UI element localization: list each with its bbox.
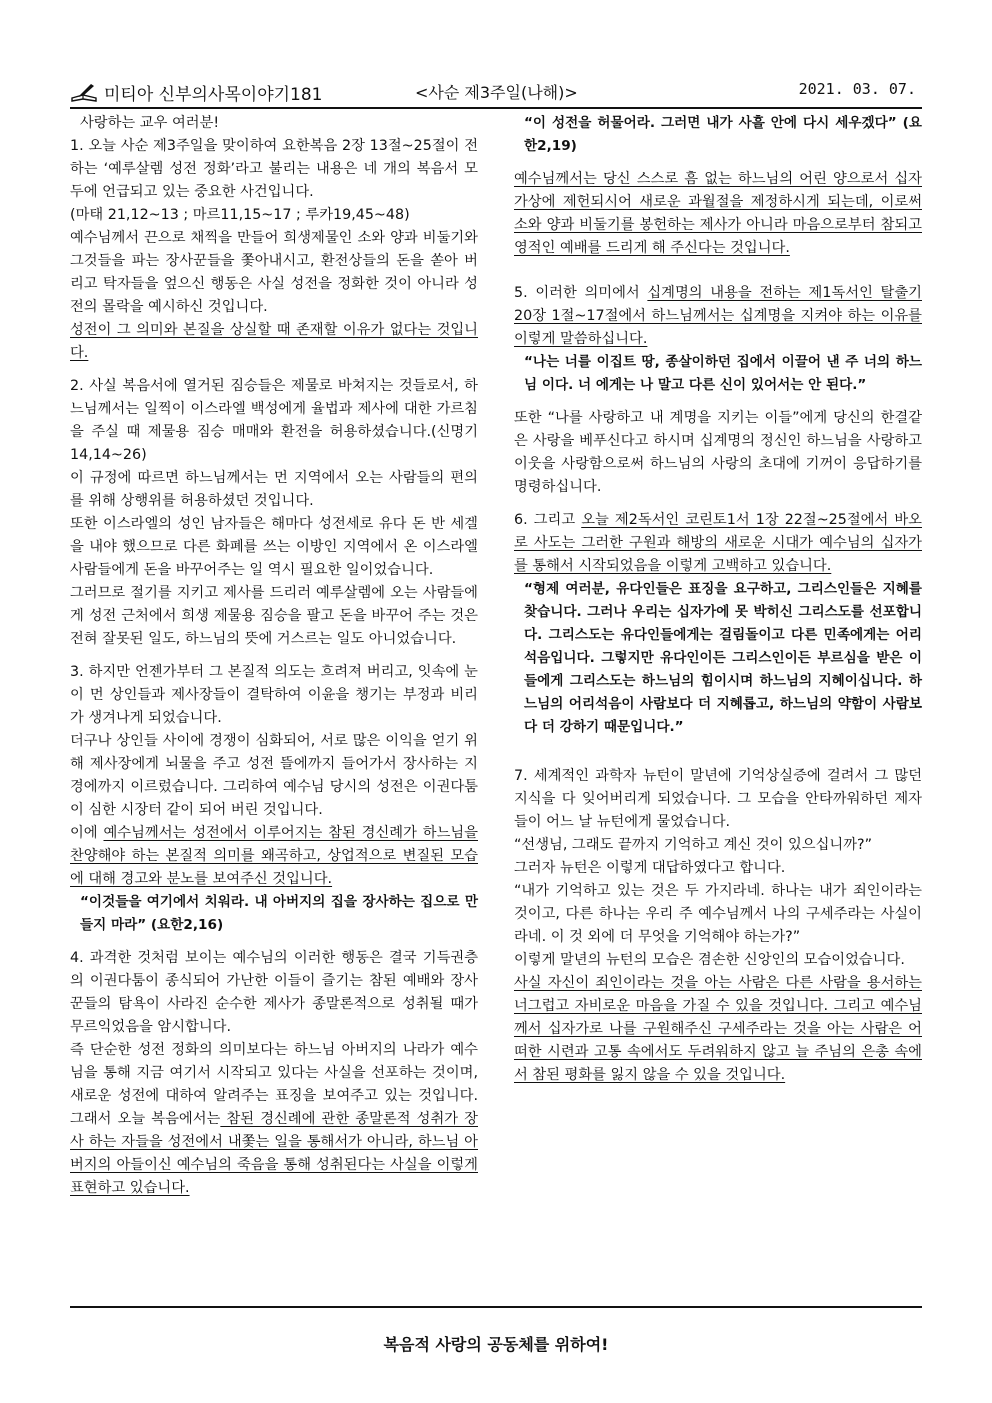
header-date: 2021. 03. 07. [798, 80, 916, 98]
paragraph-3c-lead: 이에 [70, 825, 104, 841]
paragraph-1c: 성전이 그 의미와 본질을 상실할 때 존재할 이유가 없다는 것입니다. [70, 322, 478, 361]
paragraph-2b: 이 규정에 따르면 하느님께서는 먼 지역에서 오는 사람들의 편의를 위해 상행위를 허용하셨던 것입니다. [70, 470, 478, 509]
quote-exodus-20: “나는 너를 이집트 땅, 종살이하던 집에서 이끌어 낸 주 너의 하느님 이다. 너 에게는 나 말고 다른 신이 있어서는 안 된다.” [524, 354, 922, 393]
paragraph-3b: 더구나 상인들 사이에 경쟁이 심화되어, 서로 많은 이익을 얻기 위해 제사장에게 뇌물을 주고 성전 뜰에까지 들어가서 장사하는 지경에까지 이르렀습니다. 그리하여 예수님 당시의 성전은 이권다툼이 심한 시장터 같이 되어 버린 것입니다. [70, 733, 478, 818]
paragraph-2c: 또한 이스라엘의 성인 남자들은 해마다 성전세로 유다 돈 반 세겔 을 내야 했으므로 다른 화폐를 쓰는 이방인 지역에서 온 이스라엘 사람들에게 돈을 바꾸어주는 일 역시 필요한 일이었습니다. [70, 516, 478, 578]
paragraph-7c: 이렇게 말년의 뉴턴의 모습은 겸손한 신앙인의 모습이었습니다. [514, 952, 905, 968]
paragraph-4: 4. 과격한 것처럼 보이는 예수님의 이러한 행동은 결국 기득권층의 이권다툼이 종식되어 가난한 이들이 즐기는 참된 예배와 장사꾼들의 탐욕이 사라진 순수한 제사가 종말론적으로 성취될 때가 무르익었음을 암시합니다. [70, 950, 478, 1035]
paragraph-2: 2. 사실 복음서에 열거된 짐승들은 제물로 바쳐지는 것들로서, 하느님께서는 일찍이 이스라엘 백성에게 율법과 제사에 대한 가르침을 주실 때 제물용 짐승 매매와 환전을 허용하셨습니다.(신명기14,14~26) [70, 378, 478, 463]
paragraph-6-underlined: 오늘 제2독서인 코린토1서 1장 22절~25절에서 바오로 사도는 그러한 구원과 해방의 새로운 시대가 예수님의 십자가를 통해서 시작되었음을 이렇게 고백하고 있습니다. [514, 512, 922, 574]
right-column [514, 112, 922, 1087]
scripture-reference: (마태 21,12~13 ; 마르11,15~17 ; 루카19,45~48) [70, 207, 410, 223]
footer-divider [70, 1306, 922, 1308]
paragraph-2d: 그러므로 절기를 지키고 제사를 드리러 예루살렘에 오는 사람들에 게 성전 근처에서 희생 제물용 짐승을 팔고 돈을 바꾸어 주는 것은 전혀 잘못된 일도, 하느님의 뜻에 거스르는 일도 아니었습니다. [70, 585, 478, 647]
quote-john-2-16: “이것들을 여기에서 치워라. 내 아버지의 집을 장사하는 집으로 만들지 마라” (요한2,16) [80, 894, 478, 933]
left-column [70, 112, 478, 1200]
paragraph-3c-underlined: 예수님께서는 성전에서 이루어지는 참된 경신례가 하느님을 찬양해야 하는 본질적 의미를 왜곡하고, 상업적으로 변질된 모습에 대해 경고와 분노를 보여주신 것입니다. [70, 825, 478, 887]
header-left [70, 80, 323, 105]
newton-answer: “내가 기억하고 있는 것은 두 가지라네. 하나는 내가 죄인이라는 것이고, 다른 하나는 우리 주 예수님께서 나의 구세주라는 사실이라네. 이 것 외에 더 무엇을 기억해야 하는가?” [514, 883, 922, 945]
paragraph-1: 1. 오늘 사순 제3주일을 맞이하여 요한복음 2장 13절~25절이 전하는 ‘예루살렘 성전 정화’라고 불리는 내용은 네 개의 복음서 모두에 언급되고 있는 중요한 사건입니다. [70, 138, 478, 200]
greeting: 사랑하는 교우 여러분! [80, 115, 220, 131]
paragraph-4b-underlined: 참된 경신례에 관한 종말론적 성취가 장사 하는 자들을 성전에서 내쫓는 일을 통해서가 아니라, 하느님 아버지의 아들이신 예수님의 죽음을 통해 성취된다는 사실을 이렇게 표현하고 있습니다. [70, 1111, 478, 1196]
paragraph-7d: 사실 자신이 죄인이라는 것을 아는 사람은 다른 사람을 용서하는 너그럽고 자비로운 마음을 가질 수 있을 것입니다. 그리고 예수님께서 십자가로 나를 구원해주신 구세주라는 것을 아는 사람은 어떠한 시련과 고통 속에서도 두려워하지 않고 늘 주님의 은총 속에서 참된 평화를 잃지 않을 수 있을 것입니다. [514, 975, 922, 1083]
header-series-title: 미티아 신부의사목이야기181 [104, 85, 323, 105]
page-header [70, 76, 922, 106]
paragraph-6 [514, 509, 922, 578]
paragraph-3c [70, 822, 478, 891]
paragraph-4b-lead: 즉 단순한 성전 정화의 의미보다는 하느님 아버지의 나라가 예수님을 통해 지금 여기서 시작되고 있다는 사실을 선포하는 것이며, 새로운 성전에 대하여 알려주는 표징을 보여주고 있는 것입니다. 그래서 오늘 복음에서는 [70, 1042, 478, 1127]
newton-question: “선생님, 그래도 끝까지 기억하고 계신 것이 있으십니까?” [514, 837, 873, 853]
paragraph-4b [70, 1039, 478, 1200]
header-liturgical-day: <사순 제3주일(나해)> [415, 83, 578, 102]
header-divider [70, 107, 922, 109]
paragraph-r1: 예수님께서는 당신 스스로 흠 없는 하느님의 어린 양으로서 십자가상에 제헌되시어 새로운 과월절을 제정하시게 되는데, 이로써 소와 양과 비둘기를 봉헌하는 제사가 아니라 마음으로부터 참되고 영적인 예배를 드리게 해 주신다는 것입니다. [514, 171, 922, 256]
paragraph-3: 3. 하지만 언젠가부터 그 본질적 의도는 흐려져 버리고, 잇속에 눈이 먼 상인들과 제사장들이 결탁하여 이윤을 챙기는 부정과 비리가 생겨나게 되었습니다. [70, 664, 478, 726]
footer-motto: 복음적 사랑의 공동체를 위하여! [383, 1335, 609, 1354]
paragraph-5-underlined: 십계명의 내용을 전하는 제1독서인 탈출기 20장 1절~17절에서 하느님께서는 십계명을 지켜야 하는 이유를 이렇게 말씀하십니다. [514, 285, 922, 347]
paragraph-5-lead: 5. 이러한 의미에서 [514, 285, 648, 301]
paragraph-5b: 또한 “나를 사랑하고 내 계명을 지키는 이들”에게 당신의 한결같은 사랑을 베푸신다고 하시며 십계명의 정신인 하느님을 사랑하고 이웃을 사랑함으로써 하느님의 사랑의 초대에 기꺼이 응답하기를 명령하십니다. [514, 410, 922, 495]
paragraph-1b: 예수님께서 끈으로 채찍을 만들어 희생제물인 소와 양과 비둘기와 그것들을 파는 장사꾼들을 쫓아내시고, 환전상들의 돈을 쏟아 버리고 탁자들을 엎으신 행동은 사실 성전을 정화한 것이 아니라 성전의 몰락을 예시하신 것입니다. [70, 230, 478, 315]
paragraph-7b: 그러자 뉴턴은 이렇게 대답하였다고 합니다. [514, 860, 786, 876]
quote-john-2-19: “이 성전을 허물어라. 그러면 내가 사흘 안에 다시 세우겠다” (요한2,19) [524, 115, 922, 154]
pen-and-book-icon [70, 82, 98, 104]
quote-1-corinthians: “형제 여러분, 유다인들은 표징을 요구하고, 그리스인들은 지혜를 찾습니다. 그러나 우리는 십자가에 못 박히신 그리스도를 선포합니다. 그리스도는 유다인들에게는 걸림돌이고 다른 민족에게는 어리석음입니다. 그렇지만 유다인이든 그리스인이든 부르심을 받은 이들에게 그리스도는 하느님의 힘이시며 하느님의 지혜이십니다. 하느님의 어리석음이 사람보다 더 지혜롭고, 하느님의 약함이 사람보다 더 강하기 때문입니다.” [524, 581, 922, 735]
paragraph-6-lead: 6. 그리고 [514, 512, 582, 528]
paragraph-5 [514, 282, 922, 351]
paragraph-7: 7. 세계적인 과학자 뉴턴이 말년에 기억상실증에 걸려서 그 많던 지식을 다 잊어버리게 되었습니다. 그 모습을 안타까워하던 제자들이 어느 날 뉴턴에게 물었습니다. [514, 768, 922, 830]
